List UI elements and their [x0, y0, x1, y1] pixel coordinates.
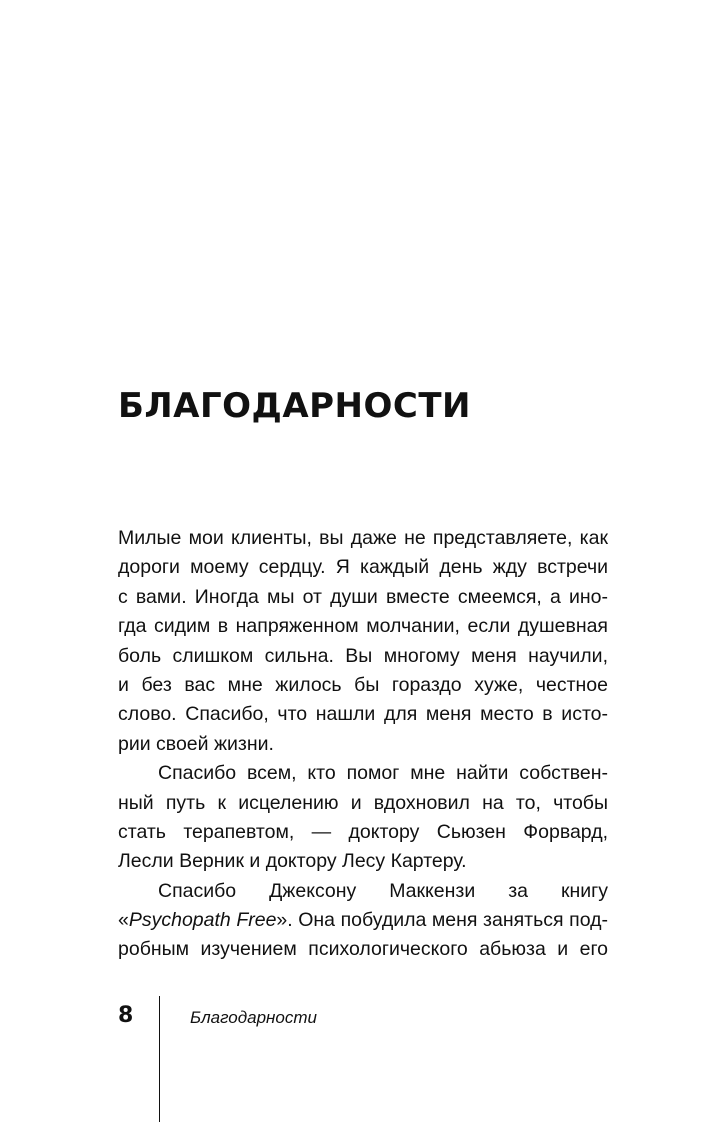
text-line-rest: ». Она побудила меня заняться под-	[276, 909, 608, 932]
body-text	[118, 524, 608, 965]
open-quote: «	[118, 909, 129, 932]
chapter-heading: БЛАГОДАРНОСТИ	[118, 386, 472, 426]
text-line: и без вас мне жилось бы гораздо хуже, честное	[118, 673, 608, 696]
running-footer-title: Благодарности	[190, 1008, 317, 1027]
text-line	[118, 906, 608, 935]
text-line: ный путь к исцелению и вдохновил на то, чтобы	[118, 791, 608, 814]
footer-divider	[159, 996, 160, 1122]
text-line: Лесли Верник и доктору Лесу Картеру.	[118, 850, 467, 873]
text-line: гда сидим в напряженном молчании, если душевная	[118, 615, 608, 638]
text-line: рии своей жизни.	[118, 732, 274, 755]
text-line: Спасибо Джексону Маккензи за книгу	[158, 879, 608, 902]
text-line: дороги моему сердцу. Я каждый день жду встречи	[118, 556, 608, 579]
page-number: 8	[118, 1003, 134, 1028]
text-line: робным изучением психологического абьюза и его	[118, 938, 608, 961]
text-line: слово. Спасибо, что нашли для меня место в исто-	[118, 703, 608, 726]
book-title: Psychopath Free	[128, 909, 277, 932]
text-line: боль слишком сильна. Вы многому меня научили,	[118, 644, 608, 667]
text-line: Милые мои клиенты, вы даже не представляете, как	[118, 527, 608, 549]
text-line: с вами. Иногда мы от души вместе смеемся, а ино-	[118, 585, 608, 608]
text-line: Спасибо всем, кто помог мне найти собствен-	[158, 762, 608, 785]
text-line: стать терапевтом, — доктору Сьюзен Форвард,	[118, 820, 608, 843]
